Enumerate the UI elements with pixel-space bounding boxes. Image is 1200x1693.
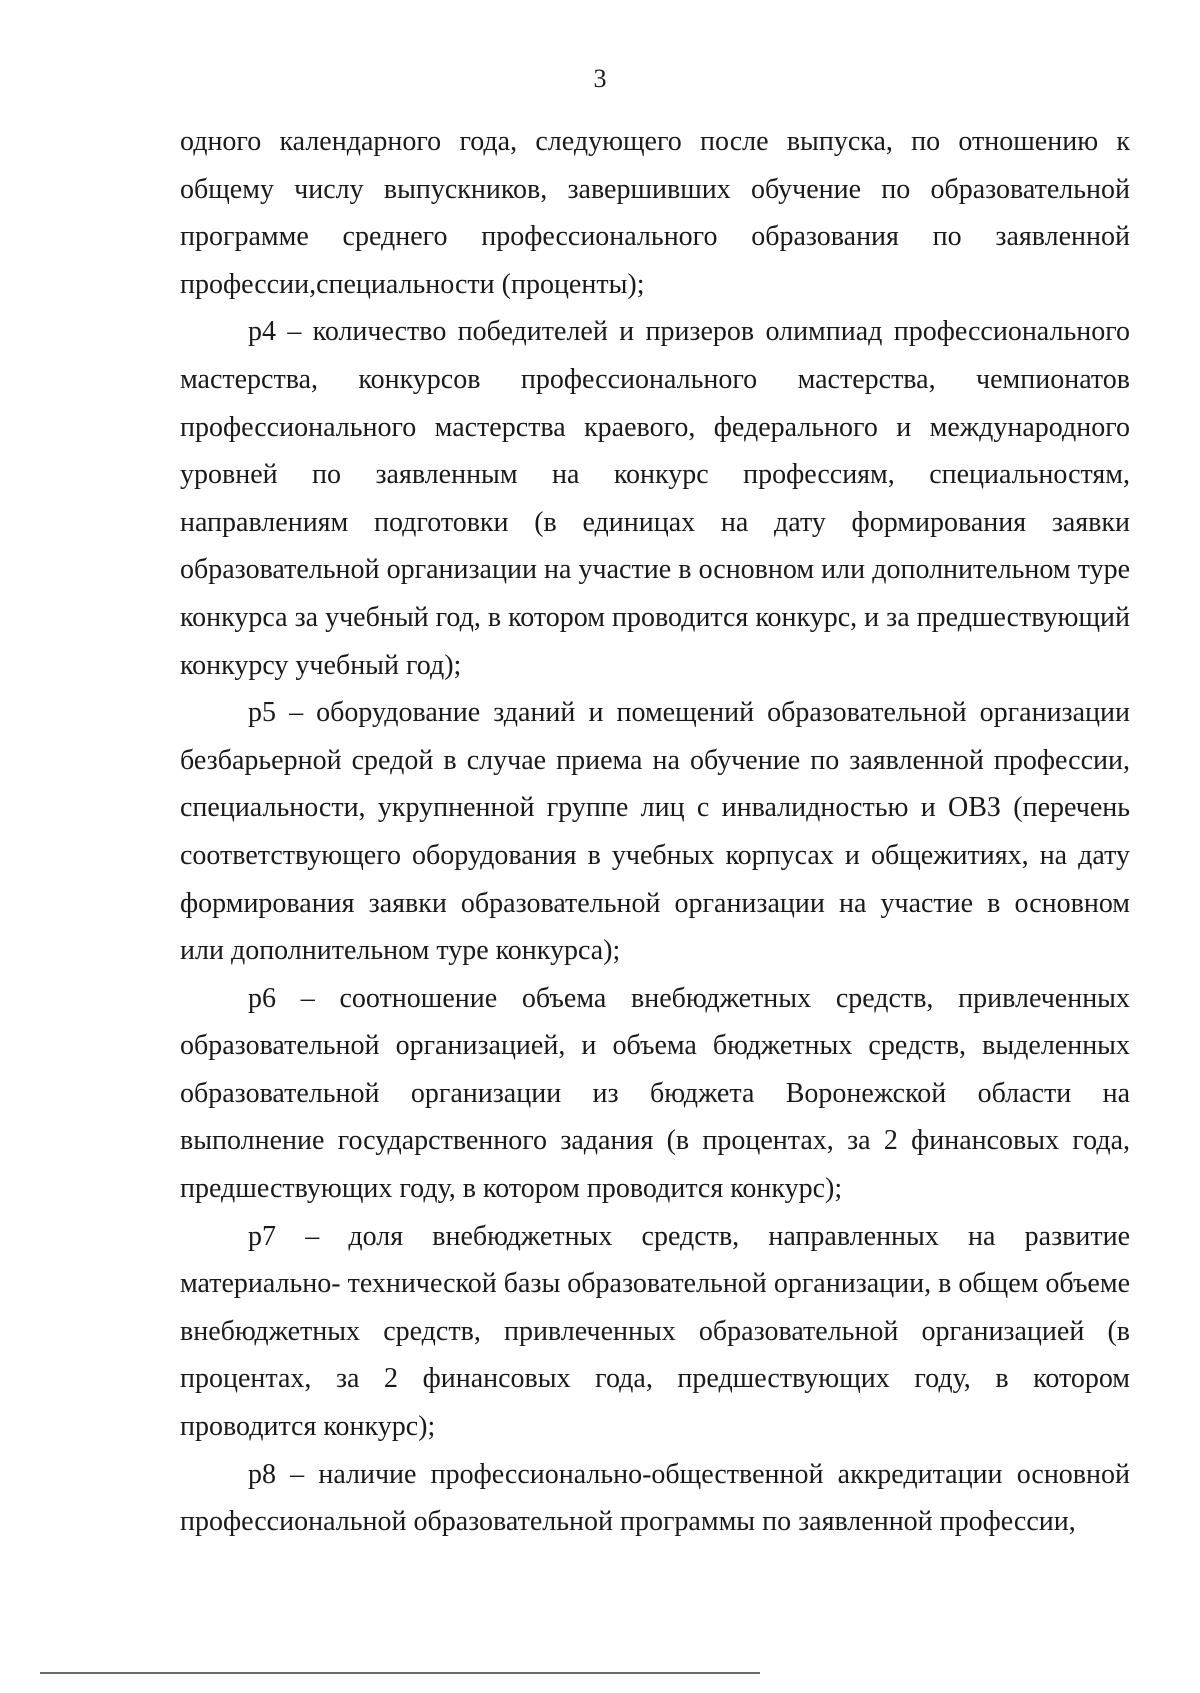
page-number: 3 xyxy=(593,64,607,93)
paragraph-p7: p7 – доля внебюджетных средств, направленных на развитие материально- технической базы образовательной организации, в общем объеме внебюджетных средств, привлеченных образовательной организацией (в процентах, за 2 финансовых года, предшествующих году, в котором проводится конкурс); xyxy=(180,1220,1130,1443)
paragraph-p6: p6 – соотношение объема внебюджетных средств, привлеченных образовательной организацией, и объема бюджетных средств, выделенных образовательной организации из бюджета Воронежской области на выполнение государственного задания (в процентах, за 2 финансовых года, предшествующих году, в котором проводится конкурс); xyxy=(180,982,1130,1205)
paragraph-continuation: одного календарного года, следующего после выпуска, по отношению к общему числу выпускников, завершивших обучение по образовательной программе среднего профессионального образования по заявленной профессии,специальности (проценты); xyxy=(180,126,1130,300)
document-body xyxy=(180,118,1130,1546)
paragraph-p5: p5 – оборудование зданий и помещений образовательной организации безбарьерной средой в случае приема на обучение по заявленной профессии, специальности, укрупненной группе лиц с инвалидностью и ОВЗ (перечень соответствующего оборудования в учебных корпусах и общежитиях, на дату формирования заявки образовательной организации на участие в основном или дополнительном туре конкурса); xyxy=(180,697,1130,967)
paragraph-p8: p8 – наличие профессионально-общественной аккредитации основной профессиональной образовательной программы по заявленной профессии, xyxy=(180,1458,1130,1538)
footer-divider xyxy=(40,1672,760,1674)
paragraph-p4: p4 – количество победителей и призеров олимпиад профессионального мастерства, конкурсов профессионального мастерства, чемпионатов профессионального мастерства краевого, федерального и международного уровней по заявленным на конкурс профессиям, специальностям, направлениям подготовки (в единицах на дату формирования заявки образовательной организации на участие в основном или дополнительном туре конкурса за учебный год, в котором проводится конкурс, и за предшествующий конкурсу учебный год); xyxy=(180,316,1130,681)
